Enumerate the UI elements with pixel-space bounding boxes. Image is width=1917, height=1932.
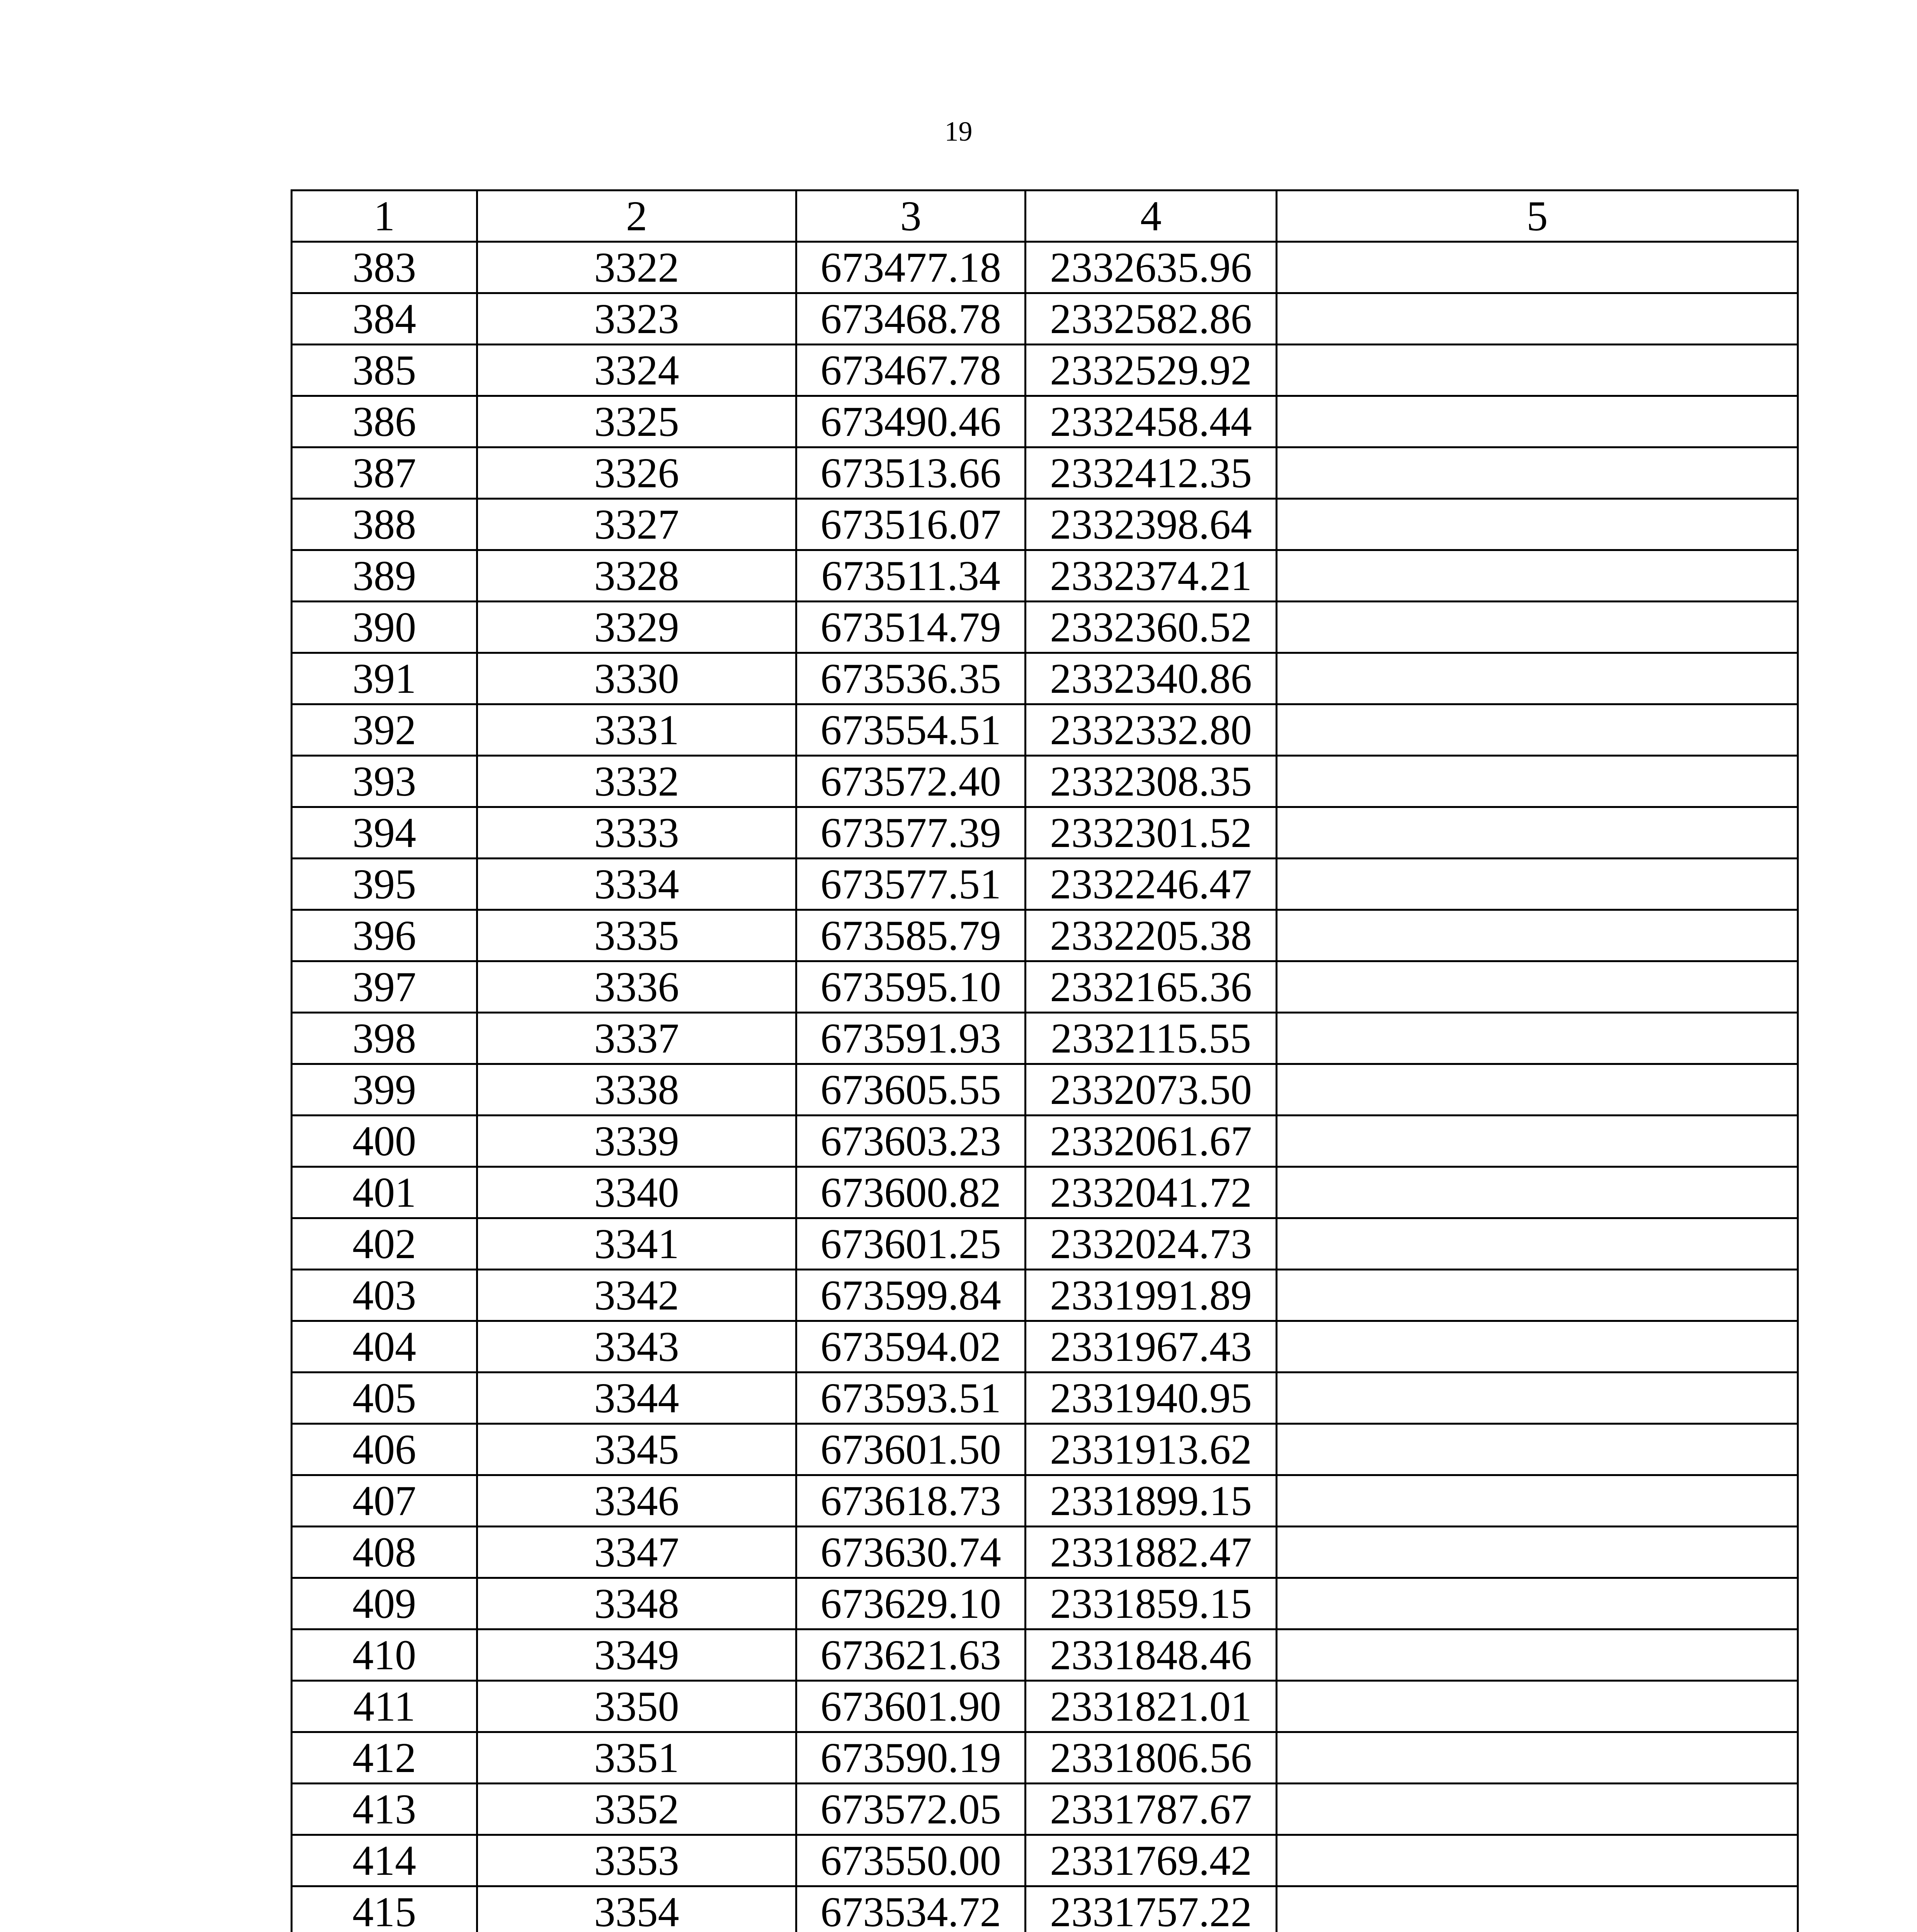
- table-cell: 673618.73: [796, 1475, 1026, 1527]
- table-cell: 405: [292, 1372, 477, 1424]
- table-cell: [1277, 1270, 1798, 1321]
- table-row: [292, 396, 1798, 447]
- table-cell: 394: [292, 807, 477, 859]
- table-cell: 2331806.56: [1026, 1732, 1277, 1784]
- table-cell: 673630.74: [796, 1527, 1026, 1578]
- table-cell: 673603.23: [796, 1116, 1026, 1167]
- table-row: [292, 807, 1798, 859]
- table-cell: 3324: [477, 345, 796, 396]
- table-cell: 673601.25: [796, 1218, 1026, 1270]
- table-cell: 2331787.67: [1026, 1784, 1277, 1835]
- table-cell: 673601.90: [796, 1681, 1026, 1732]
- table-cell: [1277, 910, 1798, 961]
- table-cell: [1277, 1116, 1798, 1167]
- table-cell: 2332360.52: [1026, 602, 1277, 653]
- table-row: [292, 1270, 1798, 1321]
- table-cell: 3342: [477, 1270, 796, 1321]
- table-cell: 673516.07: [796, 499, 1026, 550]
- table-cell: [1277, 1321, 1798, 1372]
- table-cell: [1277, 1064, 1798, 1116]
- table-cell: 3354: [477, 1886, 796, 1932]
- table-cell: 673477.18: [796, 242, 1026, 293]
- table-cell: 3325: [477, 396, 796, 447]
- table-row: [292, 1013, 1798, 1064]
- table-cell: 3333: [477, 807, 796, 859]
- table-cell: 2332374.21: [1026, 550, 1277, 602]
- table-cell: [1277, 242, 1798, 293]
- table-row: [292, 1064, 1798, 1116]
- table-cell: 411: [292, 1681, 477, 1732]
- table-cell: 673600.82: [796, 1167, 1026, 1218]
- table-cell: [1277, 1732, 1798, 1784]
- page-number: 19: [944, 116, 973, 147]
- table-row: [292, 602, 1798, 653]
- table-cell: [1277, 756, 1798, 807]
- table-cell: 389: [292, 550, 477, 602]
- table-cell: 2331899.15: [1026, 1475, 1277, 1527]
- table-cell: 3336: [477, 961, 796, 1013]
- table-cell: 673514.79: [796, 602, 1026, 653]
- table-cell: 415: [292, 1886, 477, 1932]
- table-cell: 673591.93: [796, 1013, 1026, 1064]
- table-cell: [1277, 1578, 1798, 1629]
- table-cell: 2331882.47: [1026, 1527, 1277, 1578]
- table-cell: 3346: [477, 1475, 796, 1527]
- table-cell: 401: [292, 1167, 477, 1218]
- table-cell: 2332115.55: [1026, 1013, 1277, 1064]
- column-header: 5: [1277, 190, 1798, 242]
- table-cell: 673590.19: [796, 1732, 1026, 1784]
- table-row: [292, 1835, 1798, 1886]
- table-cell: 409: [292, 1578, 477, 1629]
- table-cell: 3328: [477, 550, 796, 602]
- table-cell: 386: [292, 396, 477, 447]
- table-row: [292, 704, 1798, 756]
- table-cell: 2331913.62: [1026, 1424, 1277, 1475]
- table-row: [292, 961, 1798, 1013]
- table-cell: [1277, 653, 1798, 704]
- table-cell: 3326: [477, 447, 796, 499]
- table-cell: 3352: [477, 1784, 796, 1835]
- table-cell: 391: [292, 653, 477, 704]
- table-cell: 673629.10: [796, 1578, 1026, 1629]
- table-cell: 673467.78: [796, 345, 1026, 396]
- table-row: [292, 1886, 1798, 1932]
- table-cell: 2332308.35: [1026, 756, 1277, 807]
- table-cell: 3353: [477, 1835, 796, 1886]
- table-cell: 2332301.52: [1026, 807, 1277, 859]
- table-cell: 2332582.86: [1026, 293, 1277, 345]
- table-cell: 673572.40: [796, 756, 1026, 807]
- table-cell: 3351: [477, 1732, 796, 1784]
- table-body: [292, 242, 1798, 1932]
- table-row: [292, 293, 1798, 345]
- table-cell: 2332412.35: [1026, 447, 1277, 499]
- table-cell: 3329: [477, 602, 796, 653]
- table-cell: 2331848.46: [1026, 1629, 1277, 1681]
- table-cell: 2332205.38: [1026, 910, 1277, 961]
- table-cell: 413: [292, 1784, 477, 1835]
- table-row: [292, 1578, 1798, 1629]
- table-cell: 2332340.86: [1026, 653, 1277, 704]
- table-cell: 673577.39: [796, 807, 1026, 859]
- table-cell: 3338: [477, 1064, 796, 1116]
- table-cell: 673536.35: [796, 653, 1026, 704]
- table-cell: 3344: [477, 1372, 796, 1424]
- column-header: 3: [796, 190, 1026, 242]
- table-cell: 2332529.92: [1026, 345, 1277, 396]
- table-cell: 673550.00: [796, 1835, 1026, 1886]
- table-row: [292, 859, 1798, 910]
- table-cell: 400: [292, 1116, 477, 1167]
- table-cell: 3337: [477, 1013, 796, 1064]
- table-cell: [1277, 499, 1798, 550]
- table-row: [292, 242, 1798, 293]
- table-cell: 2331769.42: [1026, 1835, 1277, 1886]
- table-cell: [1277, 704, 1798, 756]
- table-cell: 398: [292, 1013, 477, 1064]
- table-row: [292, 1372, 1798, 1424]
- table-cell: 395: [292, 859, 477, 910]
- table-cell: 388: [292, 499, 477, 550]
- table-cell: 673572.05: [796, 1784, 1026, 1835]
- column-header: 1: [292, 190, 477, 242]
- table-cell: 383: [292, 242, 477, 293]
- table-cell: 408: [292, 1527, 477, 1578]
- table-cell: 387: [292, 447, 477, 499]
- table-cell: 3350: [477, 1681, 796, 1732]
- table-cell: 2332458.44: [1026, 396, 1277, 447]
- table-cell: 2331859.15: [1026, 1578, 1277, 1629]
- table-cell: [1277, 1167, 1798, 1218]
- table-cell: [1277, 1013, 1798, 1064]
- table-cell: [1277, 1527, 1798, 1578]
- table-row: [292, 1167, 1798, 1218]
- table-cell: 2332246.47: [1026, 859, 1277, 910]
- table-cell: 3345: [477, 1424, 796, 1475]
- table-row: [292, 756, 1798, 807]
- table-cell: 3332: [477, 756, 796, 807]
- table-header-row: [292, 190, 1798, 242]
- table-row: [292, 1475, 1798, 1527]
- table-cell: 3331: [477, 704, 796, 756]
- table-row: [292, 1784, 1798, 1835]
- table-cell: 390: [292, 602, 477, 653]
- table-cell: 407: [292, 1475, 477, 1527]
- table-cell: 3330: [477, 653, 796, 704]
- table-cell: 3347: [477, 1527, 796, 1578]
- table-row: [292, 345, 1798, 396]
- table-cell: 673585.79: [796, 910, 1026, 961]
- table-cell: 673595.10: [796, 961, 1026, 1013]
- table-cell: 673554.51: [796, 704, 1026, 756]
- table-cell: 2332041.72: [1026, 1167, 1277, 1218]
- table-cell: 2331757.22: [1026, 1886, 1277, 1932]
- table-cell: [1277, 447, 1798, 499]
- table-cell: 3334: [477, 859, 796, 910]
- table-row: [292, 1732, 1798, 1784]
- table-cell: 673594.02: [796, 1321, 1026, 1372]
- table-cell: 402: [292, 1218, 477, 1270]
- table-cell: 673593.51: [796, 1372, 1026, 1424]
- column-header: 4: [1026, 190, 1277, 242]
- table-cell: 3322: [477, 242, 796, 293]
- table-cell: 3340: [477, 1167, 796, 1218]
- table-cell: 392: [292, 704, 477, 756]
- table-cell: [1277, 1218, 1798, 1270]
- table-cell: [1277, 961, 1798, 1013]
- table-cell: 412: [292, 1732, 477, 1784]
- table-cell: [1277, 1681, 1798, 1732]
- table-cell: 2332061.67: [1026, 1116, 1277, 1167]
- table-cell: 2332165.36: [1026, 961, 1277, 1013]
- table-cell: 3341: [477, 1218, 796, 1270]
- table-cell: 673599.84: [796, 1270, 1026, 1321]
- table-cell: [1277, 602, 1798, 653]
- table-cell: 2332398.64: [1026, 499, 1277, 550]
- table-cell: [1277, 396, 1798, 447]
- table-cell: 2331967.43: [1026, 1321, 1277, 1372]
- table-row: [292, 1116, 1798, 1167]
- table-row: [292, 1218, 1798, 1270]
- table-cell: 403: [292, 1270, 477, 1321]
- table-cell: [1277, 1886, 1798, 1932]
- table-row: [292, 499, 1798, 550]
- table-row: [292, 653, 1798, 704]
- table-cell: 414: [292, 1835, 477, 1886]
- table-cell: 3323: [477, 293, 796, 345]
- table-cell: 2331991.89: [1026, 1270, 1277, 1321]
- table-row: [292, 1527, 1798, 1578]
- table-row: [292, 910, 1798, 961]
- table-cell: [1277, 550, 1798, 602]
- table-cell: [1277, 1372, 1798, 1424]
- table-cell: 396: [292, 910, 477, 961]
- table-row: [292, 1629, 1798, 1681]
- table-cell: [1277, 1424, 1798, 1475]
- table-cell: 384: [292, 293, 477, 345]
- table-cell: 3348: [477, 1578, 796, 1629]
- table-cell: 2331940.95: [1026, 1372, 1277, 1424]
- table-cell: [1277, 1835, 1798, 1886]
- table-cell: 406: [292, 1424, 477, 1475]
- table-cell: 410: [292, 1629, 477, 1681]
- table-cell: 673490.46: [796, 396, 1026, 447]
- table-cell: 673511.34: [796, 550, 1026, 602]
- table-cell: 673605.55: [796, 1064, 1026, 1116]
- table-row: [292, 550, 1798, 602]
- table-cell: [1277, 859, 1798, 910]
- table-cell: 3349: [477, 1629, 796, 1681]
- table-cell: 3335: [477, 910, 796, 961]
- table-cell: 673577.51: [796, 859, 1026, 910]
- table-cell: [1277, 345, 1798, 396]
- table-cell: 404: [292, 1321, 477, 1372]
- table-cell: [1277, 1784, 1798, 1835]
- table-cell: 393: [292, 756, 477, 807]
- table-cell: 673621.63: [796, 1629, 1026, 1681]
- table-cell: 2332073.50: [1026, 1064, 1277, 1116]
- table-cell: 2332024.73: [1026, 1218, 1277, 1270]
- table-cell: 673513.66: [796, 447, 1026, 499]
- table-cell: 399: [292, 1064, 477, 1116]
- table-row: [292, 447, 1798, 499]
- table-cell: [1277, 1475, 1798, 1527]
- table-cell: [1277, 293, 1798, 345]
- table-cell: 2331821.01: [1026, 1681, 1277, 1732]
- table-cell: 3339: [477, 1116, 796, 1167]
- table-cell: 3327: [477, 499, 796, 550]
- column-header: 2: [477, 190, 796, 242]
- table-cell: 673601.50: [796, 1424, 1026, 1475]
- table-cell: 673468.78: [796, 293, 1026, 345]
- table-row: [292, 1424, 1798, 1475]
- table-row: [292, 1681, 1798, 1732]
- table-cell: 397: [292, 961, 477, 1013]
- table-row: [292, 1321, 1798, 1372]
- coordinate-table: [291, 189, 1799, 1932]
- table-cell: 385: [292, 345, 477, 396]
- table-cell: 673534.72: [796, 1886, 1026, 1932]
- table-cell: 2332635.96: [1026, 242, 1277, 293]
- table-cell: 2332332.80: [1026, 704, 1277, 756]
- table-cell: [1277, 1629, 1798, 1681]
- table-cell: 3343: [477, 1321, 796, 1372]
- table-cell: [1277, 807, 1798, 859]
